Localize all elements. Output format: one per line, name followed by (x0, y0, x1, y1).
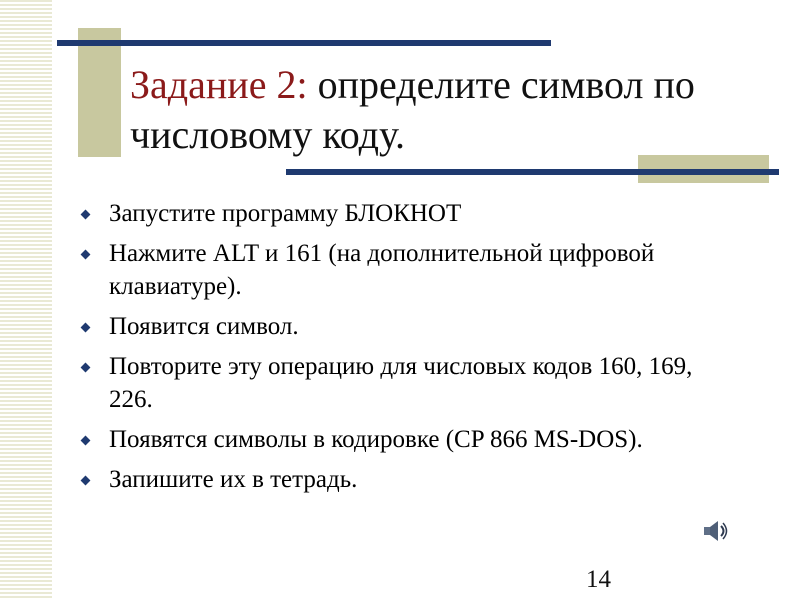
left-accent-block (78, 28, 121, 157)
bullet-item (80, 197, 740, 230)
diamond-bullet-icon (81, 323, 91, 333)
bullet-text: Запишите их в тетрадь. (109, 466, 358, 493)
bullet-text: Появятся символы в кодировке (CP 866 MS-DOS). (109, 426, 643, 453)
diamond-bullet-icon (81, 210, 91, 220)
decorative-stripe-panel (0, 0, 52, 600)
diamond-bullet-icon (81, 476, 91, 486)
bullet-text: Появится символ. (109, 313, 299, 340)
title-text: определите символ по числовому коду. (130, 62, 695, 157)
page-number: 14 (586, 566, 611, 593)
diamond-bullet-icon (81, 250, 91, 260)
bullet-text: Нажмите ALT и 161 (на дополнительной цифровой клавиатуре). (109, 240, 655, 300)
bullet-item (80, 463, 740, 496)
diamond-bullet-icon (81, 363, 91, 373)
speaker-icon-graphic (700, 516, 730, 546)
bottom-divider-line (286, 169, 779, 175)
slide-title (130, 60, 770, 160)
bullet-item (80, 237, 740, 303)
bullet-item (80, 310, 740, 343)
bullet-list (80, 197, 740, 503)
bullet-text: Повторите эту операцию для числовых кодов 160, 169, 226. (109, 353, 693, 413)
top-divider-line (57, 40, 551, 46)
bullet-text: Запустите программу БЛОКНОТ (109, 200, 462, 227)
bullet-item (80, 423, 740, 456)
bullet-item (80, 350, 740, 416)
title-accent: Задание 2: (130, 62, 308, 107)
speaker-icon[interactable] (700, 516, 730, 546)
diamond-bullet-icon (81, 436, 91, 446)
